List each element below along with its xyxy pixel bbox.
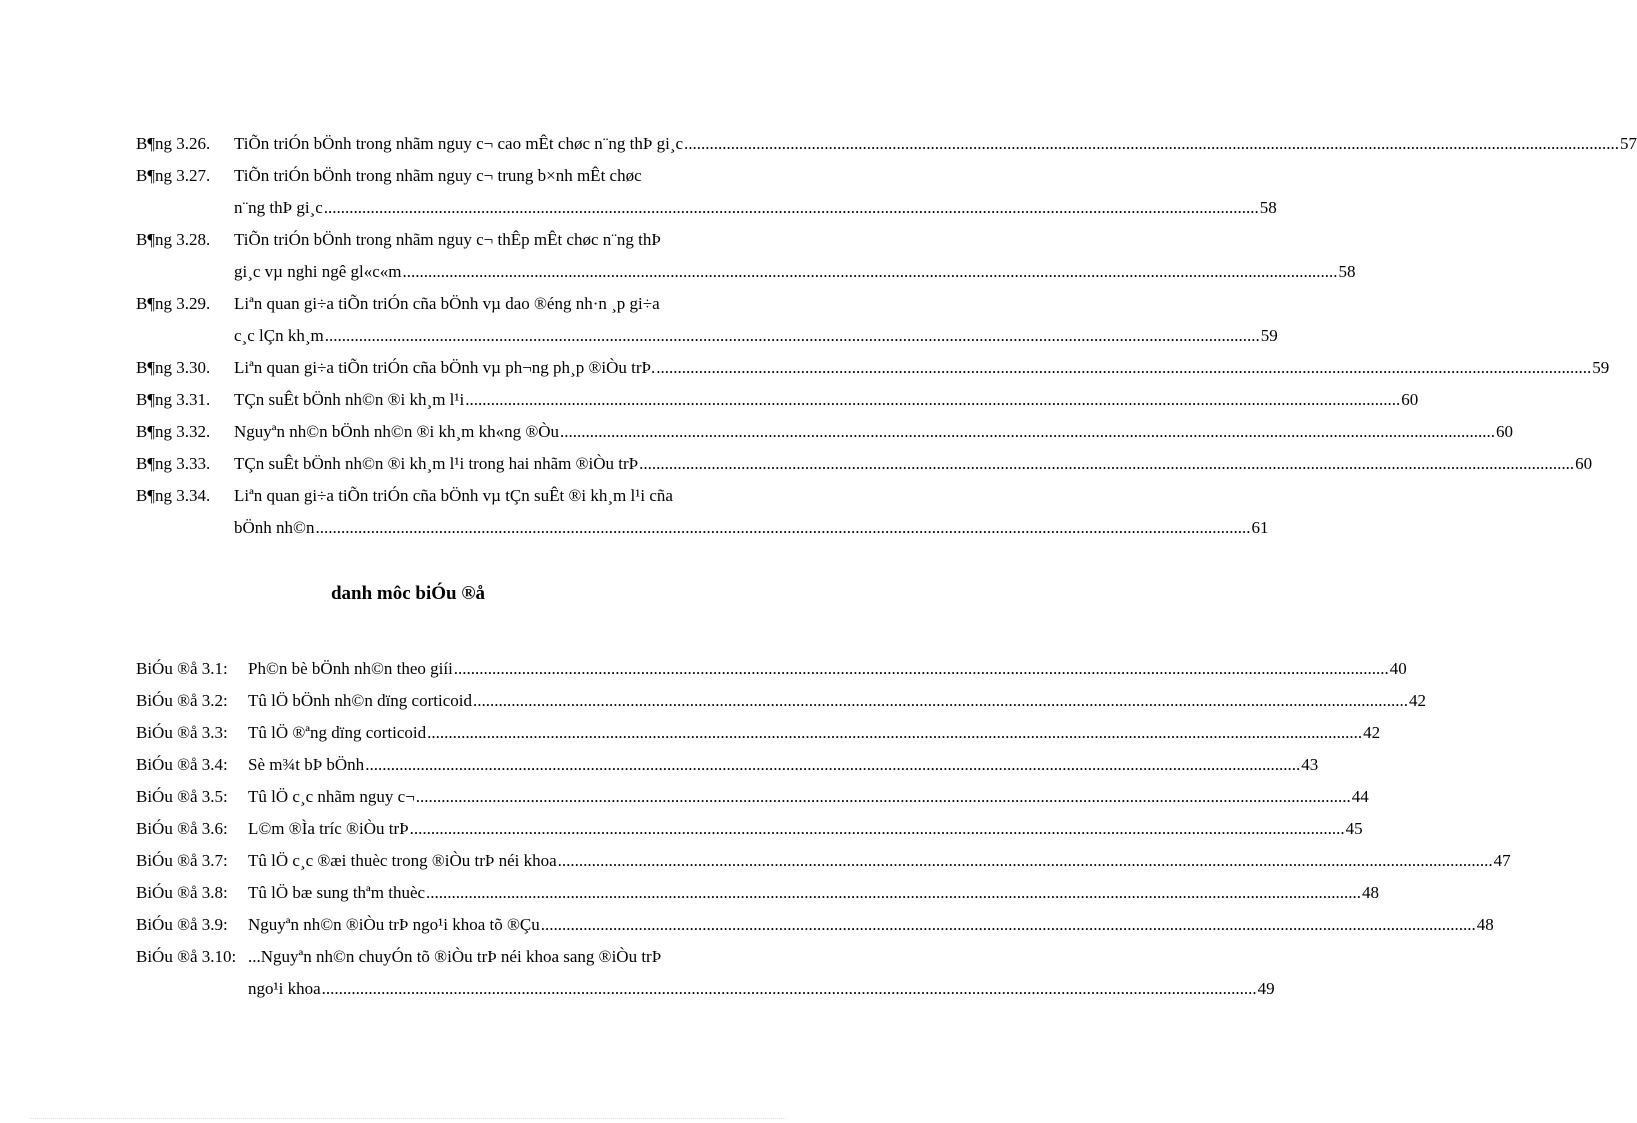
dot-leader: ............................................................................................................................................................................................................................: [684, 134, 1620, 153]
page-number: 42: [1363, 723, 1381, 742]
dot-leader: ............................................................................................................................................................................................................................: [465, 390, 1401, 409]
dot-leader: ............................................................................................................................................................................................................................: [472, 691, 1408, 710]
entry-continuation-line: [136, 192, 1277, 224]
entry-title-continued: ngo¹i khoa: [248, 979, 321, 998]
entry-title: Liªn quan gi÷a tiÕn triÓn cña bÖnh vµ ph¬ng ph¸p ®iÒu trÞ.: [234, 358, 656, 377]
entry-title: TÇn suÊt bÖnh nh©n ®i kh¸m l¹i trong hai nhãm ®iÒu trÞ: [234, 454, 639, 473]
table-entry: [136, 416, 1514, 448]
entry-title: L©m ®Ìa tríc ®iÒu trÞ: [248, 819, 409, 838]
chart-entry: [136, 941, 1275, 1005]
dot-leader: ............................................................................................................................................................................................................................: [639, 454, 1575, 473]
entry-line: [136, 416, 1514, 448]
dot-leader: ............................................................................................................................................................................................................................: [557, 851, 1493, 870]
entry-label: BiÓu ®å 3.1:: [136, 659, 228, 678]
entry-title: TÇn suÊt bÖnh nh©n ®i kh¸m l¹i: [234, 390, 465, 409]
entry-title: Tû lÖ bæ sung thªm thuèc: [248, 883, 426, 902]
entry-title: Liªn quan gi÷a tiÕn triÓn cña bÖnh vµ dao ®éng nh·n ¸p gi÷a: [234, 294, 660, 313]
entry-line: [136, 653, 1407, 685]
entry-label: BiÓu ®å 3.8:: [136, 883, 228, 902]
page-number: 60: [1401, 390, 1419, 409]
entry-title-continued: bÖnh nh©n: [234, 518, 315, 537]
entry-title: Tû lÖ c¸c ®æi thuèc trong ®iÒu trÞ néi khoa: [248, 851, 557, 870]
entry-continuation-line: [136, 512, 1269, 544]
entry-continuation-line: [136, 256, 1356, 288]
chart-entry: [136, 685, 1426, 717]
entry-line: [136, 480, 736, 512]
entry-label: B¶ng 3.32.: [136, 422, 211, 441]
entry-line: [136, 352, 1610, 384]
entry-label: B¶ng 3.31.: [136, 390, 211, 409]
page-number: 61: [1251, 518, 1269, 537]
entry-title: Nguyªn nh©n ®iÒu trÞ ngo¹i khoa tõ ®Çu: [248, 915, 540, 934]
chart-entry: [136, 717, 1381, 749]
dot-leader: ............................................................................................................................................................................................................................: [415, 787, 1351, 806]
dot-leader: ............................................................................................................................................................................................................................: [560, 422, 1496, 441]
entry-title: TiÕn triÓn bÖnh trong nhãm nguy c¬ trung b×nh mÊt chøc: [234, 166, 642, 185]
entry-line: [136, 685, 1426, 717]
page-number: 58: [1259, 198, 1277, 217]
chart-entry: [136, 909, 1494, 941]
table-list: [136, 128, 1637, 544]
dot-leader: ............................................................................................................................................................................................................................: [365, 755, 1301, 774]
entry-continuation-line: [136, 320, 1278, 352]
entry-title: Tû lÖ ®ªng dïng corticoid: [248, 723, 427, 742]
entry-line: [136, 128, 1637, 160]
entry-title-continued: c¸c lÇn kh¸m: [234, 326, 324, 345]
entry-title-continued: n¨ng thÞ gi¸c: [234, 198, 323, 217]
entry-line: [136, 909, 1494, 941]
table-entry: [136, 384, 1419, 416]
entry-label: BiÓu ®å 3.6:: [136, 819, 228, 838]
entry-label: BiÓu ®å 3.10:: [136, 947, 237, 966]
entry-title: Liªn quan gi÷a tiÕn triÓn cña bÖnh vµ tÇn suÊt ®i kh¸m l¹i cña: [234, 486, 673, 505]
entry-label: B¶ng 3.26.: [136, 134, 211, 153]
chart-entry: [136, 749, 1319, 781]
table-entry: [136, 352, 1610, 384]
entry-title: TiÕn triÓn bÖnh trong nhãm nguy c¬ thÊp mÊt chøc n¨ng thÞ: [234, 230, 661, 249]
entry-title: Ph©n bè bÖnh nh©n theo giíi: [248, 659, 453, 678]
entry-label: BiÓu ®å 3.3:: [136, 723, 228, 742]
entry-line: [136, 813, 1363, 845]
entry-title: Tû lÖ bÖnh nh©n dïng corticoid: [248, 691, 472, 710]
table-entry: [136, 128, 1637, 160]
chart-entry: [136, 653, 1407, 685]
table-entry: [136, 160, 1277, 224]
table-entry: [136, 288, 1278, 352]
chart-list-heading: danh môc biÓu ®å: [330, 583, 486, 604]
page-number: 47: [1493, 851, 1511, 870]
entry-label: B¶ng 3.33.: [136, 454, 211, 473]
page-number: 44: [1351, 787, 1369, 806]
entry-line: [136, 877, 1380, 909]
entry-line: [136, 749, 1319, 781]
dot-leader: ............................................................................................................................................................................................................................: [324, 326, 1260, 345]
entry-title: ...Nguyªn nh©n chuyÓn tõ ®iÒu trÞ néi khoa sang ®iÒu trÞ: [248, 947, 662, 966]
dot-leader: ............................................................................................................................................................................................................................: [427, 723, 1363, 742]
page-number: 60: [1575, 454, 1593, 473]
entry-label: B¶ng 3.29.: [136, 294, 211, 313]
table-entry: [136, 448, 1593, 480]
entry-line: [136, 224, 736, 256]
entry-label: B¶ng 3.27.: [136, 166, 211, 185]
entry-label: B¶ng 3.34.: [136, 486, 211, 505]
entry-title: Sè m¾t bÞ bÖnh: [248, 755, 365, 774]
page-number: 60: [1496, 422, 1514, 441]
entry-label: BiÓu ®å 3.2:: [136, 691, 228, 710]
entry-label: BiÓu ®å 3.7:: [136, 851, 228, 870]
chart-entry: [136, 781, 1369, 813]
dot-leader: ............................................................................................................................................................................................................................: [402, 262, 1338, 281]
entry-title-continued: gi¸c vµ nghi ngê gl«c«m: [234, 262, 402, 281]
dot-leader: ............................................................................................................................................................................................................................: [453, 659, 1389, 678]
chart-entry: [136, 877, 1380, 909]
entry-continuation-line: [136, 973, 1275, 1005]
table-entry: [136, 224, 1356, 288]
dot-leader: ............................................................................................................................................................................................................................: [426, 883, 1362, 902]
entry-line: [136, 941, 736, 973]
table-entry: [136, 480, 1269, 544]
entry-title: Nguyªn nh©n bÖnh nh©n ®i kh¸m kh«ng ®Òu: [234, 422, 560, 441]
entry-label: BiÓu ®å 3.4:: [136, 755, 228, 774]
page-number: 57: [1620, 134, 1637, 153]
dot-leader: ............................................................................................................................................................................................................................: [323, 198, 1259, 217]
dot-leader: ............................................................................................................................................................................................................................: [321, 979, 1257, 998]
page-number: 48: [1362, 883, 1380, 902]
page-number: 42: [1408, 691, 1426, 710]
page-number: 59: [1260, 326, 1278, 345]
dot-leader: ............................................................................................................................................................................................................................: [540, 915, 1476, 934]
page-number: 45: [1345, 819, 1363, 838]
chart-list: [136, 653, 1511, 1005]
entry-line: [136, 781, 1369, 813]
entry-label: BiÓu ®å 3.9:: [136, 915, 228, 934]
entry-title: Tû lÖ c¸c nhãm nguy c¬: [248, 787, 415, 806]
dot-leader: ............................................................................................................................................................................................................................: [315, 518, 1251, 537]
page-number: 59: [1592, 358, 1610, 377]
entry-line: [136, 448, 1593, 480]
page-number: 49: [1257, 979, 1275, 998]
entry-title: TiÕn triÓn bÖnh trong nhãm nguy c¬ cao mÊt chøc n¨ng thÞ gi¸c: [234, 134, 684, 153]
page-number: 58: [1338, 262, 1356, 281]
dot-leader: ............................................................................................................................................................................................................................: [409, 819, 1345, 838]
entry-line: [136, 717, 1381, 749]
entry-label: BiÓu ®å 3.5:: [136, 787, 228, 806]
page-number: 43: [1301, 755, 1319, 774]
chart-entry: [136, 813, 1363, 845]
chart-entry: [136, 845, 1511, 877]
entry-line: [136, 160, 736, 192]
entry-line: [136, 384, 1419, 416]
page-number: 40: [1389, 659, 1407, 678]
entry-line: [136, 845, 1511, 877]
page-bottom-rule: [30, 1118, 786, 1119]
entry-line: [136, 288, 736, 320]
dot-leader: ............................................................................................................................................................................................................................: [656, 358, 1592, 377]
entry-label: B¶ng 3.28.: [136, 230, 211, 249]
page-number: 48: [1476, 915, 1494, 934]
entry-label: B¶ng 3.30.: [136, 358, 211, 377]
